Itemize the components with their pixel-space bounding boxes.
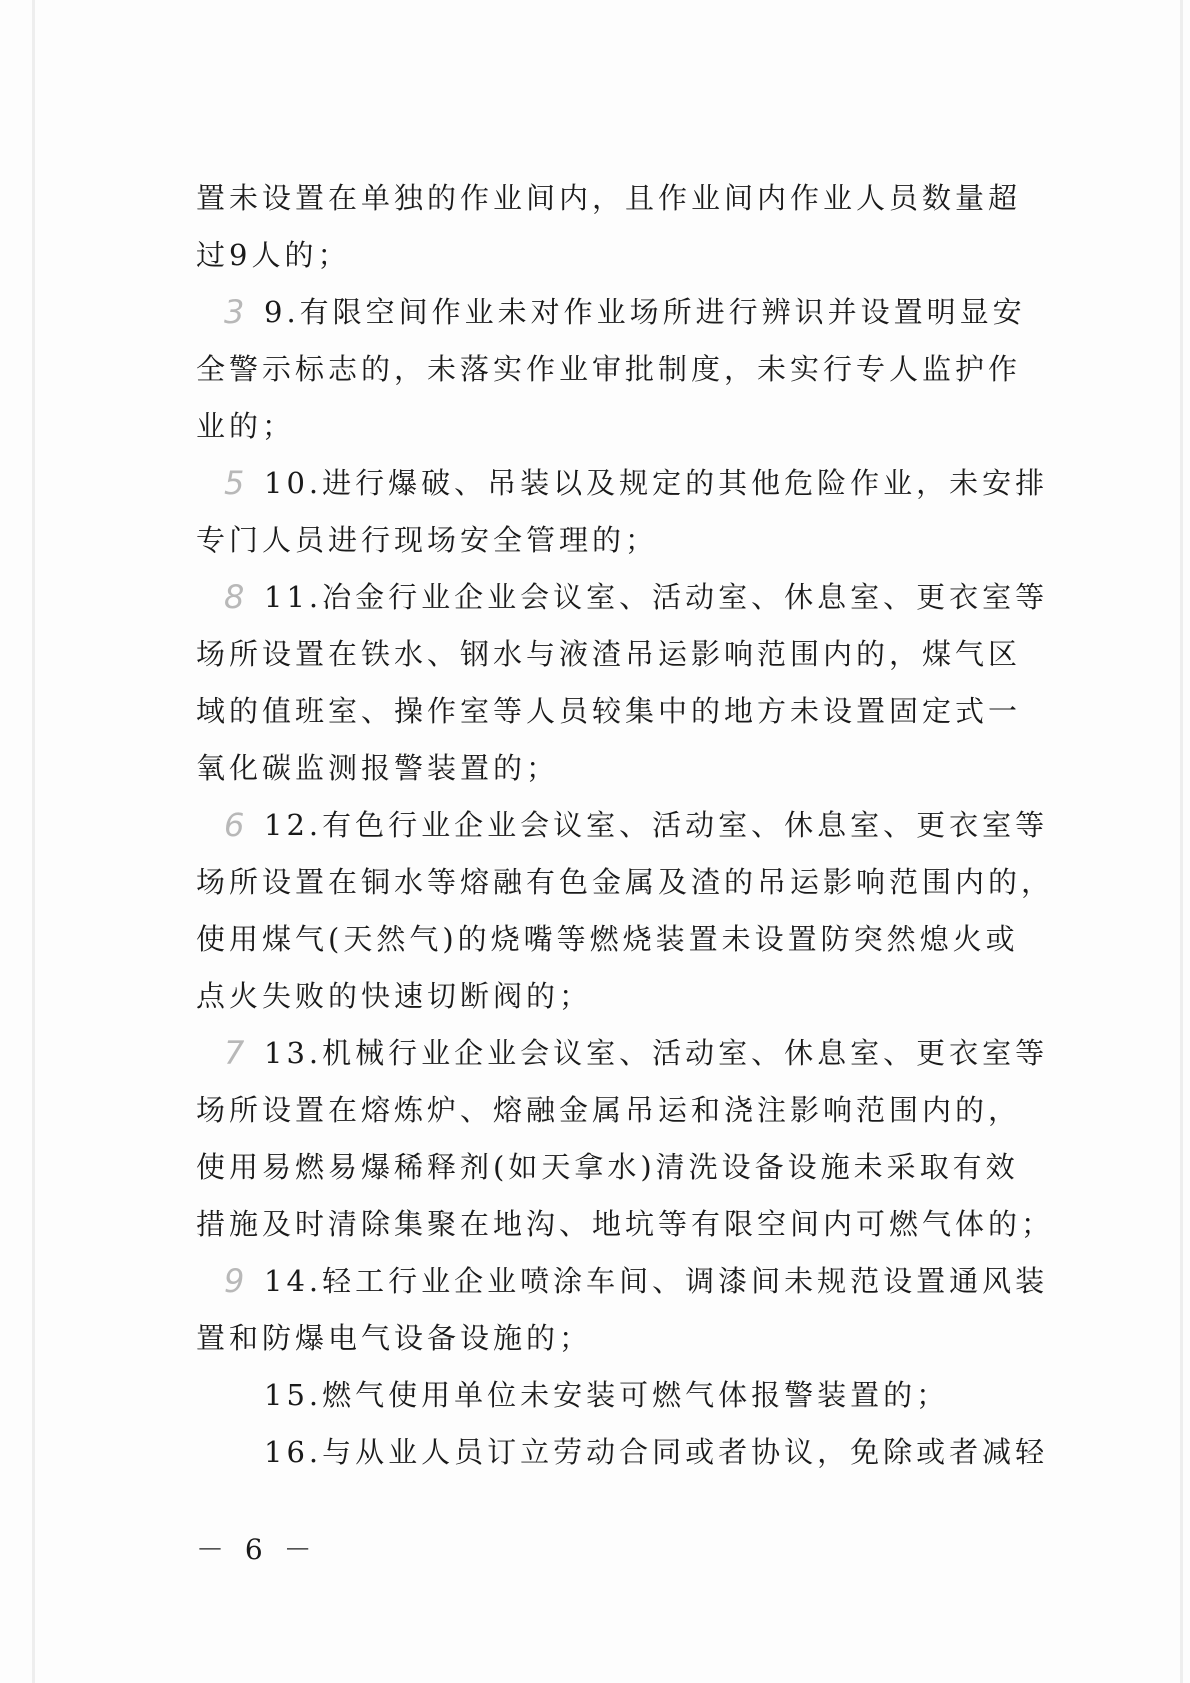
text-line: 置和防爆电气设备设施的； xyxy=(196,1321,593,1355)
list-item-11 xyxy=(196,569,1056,626)
handwritten-mark: 8 xyxy=(224,578,245,616)
text-line: 业的； xyxy=(196,409,296,443)
text-line: 场所设置在铜水等熔融有色金属及渣的吊运影响范围内的， xyxy=(196,865,1055,899)
text-line: 10.进行爆破、吊装以及规定的其他危险作业，未安排 xyxy=(264,466,1049,500)
list-item-16 xyxy=(196,1424,1056,1481)
list-item-9 xyxy=(196,284,1056,341)
text-line: 使用易燃易爆稀释剂(如天拿水)清洗设备设施未采取有效 xyxy=(196,1150,1019,1184)
scan-edge-right xyxy=(1180,0,1183,1683)
list-item-10 xyxy=(196,455,1056,512)
text-line: 氧化碳监测报警装置的； xyxy=(196,751,560,785)
text-line: 使用煤气(天然气)的烧嘴等燃烧装置未设置防突然熄火或 xyxy=(196,922,1019,956)
text-line: 全警示标志的，未落实作业审批制度，未实行专人监护作 xyxy=(196,352,1022,386)
text-line: 13.机械行业企业会议室、活动室、休息室、更衣室等 xyxy=(264,1036,1049,1070)
text-line: 域的值班室、操作室等人员较集中的地方未设置固定式一 xyxy=(196,694,1022,728)
text-line: 9.有限空间作业未对作业场所进行辨识并设置明显安 xyxy=(264,295,1026,329)
page-number: － 6 － xyxy=(196,1533,318,1566)
text-line: 14.轻工行业企业喷涂车间、调漆间未规范设置通风装 xyxy=(264,1264,1049,1298)
handwritten-mark: 3 xyxy=(224,293,245,331)
scan-edge-left xyxy=(32,0,35,1683)
text-line: 点火失败的快速切断阀的； xyxy=(196,979,593,1013)
handwritten-mark: 6 xyxy=(224,806,245,844)
text-line: 15.燃气使用单位未安装可燃气体报警装置的； xyxy=(264,1378,950,1412)
text-line: 专门人员进行现场安全管理的； xyxy=(196,523,659,557)
text-line: 场所设置在熔炼炉、熔融金属吊运和浇注影响范围内的， xyxy=(196,1093,1022,1127)
list-item-15 xyxy=(196,1367,1056,1424)
handwritten-mark: 7 xyxy=(224,1034,245,1072)
text-line: 11.冶金行业企业会议室、活动室、休息室、更衣室等 xyxy=(264,580,1049,614)
list-item-14 xyxy=(196,1253,1056,1310)
list-item-13 xyxy=(196,1025,1056,1082)
handwritten-mark: 5 xyxy=(224,464,245,502)
body-text xyxy=(196,170,1056,1481)
list-item-12 xyxy=(196,797,1056,854)
text-line: 措施及时清除集聚在地沟、地坑等有限空间内可燃气体的； xyxy=(196,1207,1055,1241)
text-line: 16.与从业人员订立劳动合同或者协议，免除或者减轻 xyxy=(264,1435,1049,1469)
handwritten-mark: 9 xyxy=(224,1262,245,1300)
text-line: 过9人的； xyxy=(196,238,351,272)
text-line: 12.有色行业企业会议室、活动室、休息室、更衣室等 xyxy=(264,808,1049,842)
text-line: 场所设置在铁水、钢水与液渣吊运影响范围内的，煤气区 xyxy=(196,637,1022,671)
text-line: 置未设置在单独的作业间内，且作业间内作业人员数量超 xyxy=(196,181,1022,215)
